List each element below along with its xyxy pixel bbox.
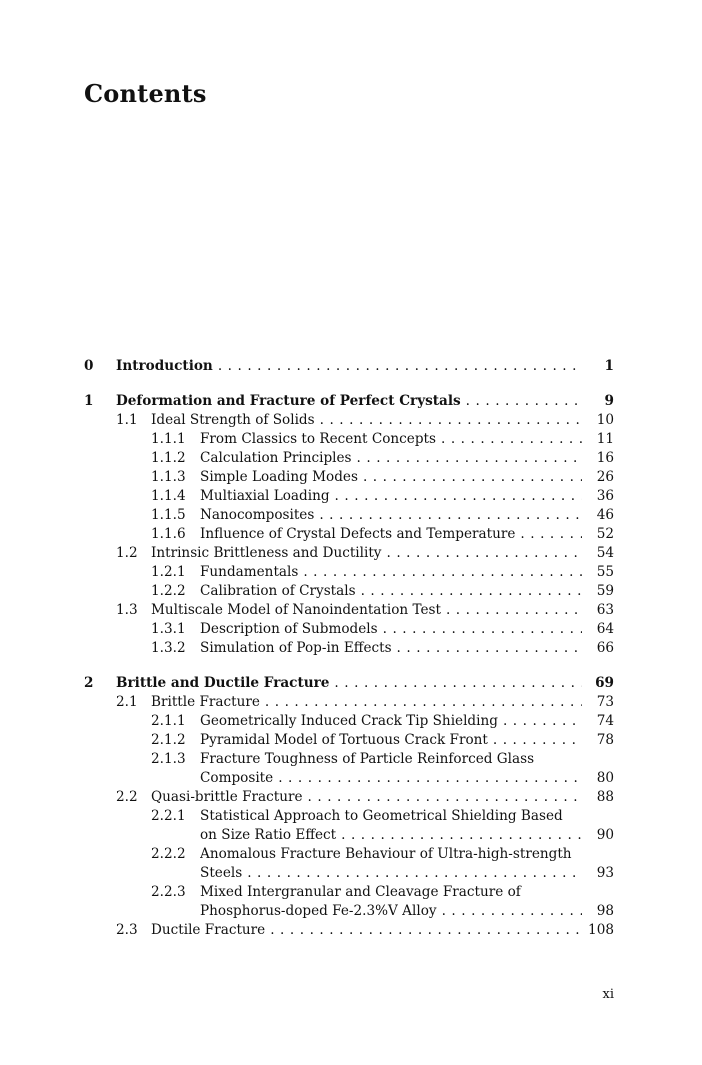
toc-entry-title: Brittle and Ductile Fracture (116, 675, 332, 691)
toc-entry-title: Anomalous Fracture Behaviour of Ultra-high-strength (200, 846, 575, 862)
toc-entry-page: 55 (596, 564, 614, 580)
toc-entry-title: Phosphorus-doped Fe-2.3%V Alloy (200, 903, 440, 919)
toc-entry-title-wrap (200, 750, 582, 769)
toc-entry-subsection (84, 712, 614, 731)
toc-entry-page: 98 (596, 903, 614, 919)
toc-entry-title-wrap (200, 769, 582, 788)
toc-entry-title: Influence of Crystal Defects and Temperature (200, 526, 518, 542)
toc-entry-number: 1 (84, 393, 94, 409)
toc-entry-subsection (84, 525, 614, 544)
toc-entry-page: 64 (596, 621, 614, 637)
toc-entry-title-wrap (200, 525, 582, 544)
toc-entry-section (84, 601, 614, 620)
toc-entry-number: 1.3.2 (151, 640, 186, 656)
toc-entry-page: 90 (596, 827, 614, 843)
toc-entry-subsection (84, 506, 614, 525)
toc-entry-number: 1.1.1 (151, 431, 186, 447)
page-number: xi (602, 987, 614, 1002)
toc-entry-subsection (84, 750, 614, 769)
toc-entry-title: Simple Loading Modes (200, 469, 361, 485)
toc-entry-title-wrap (151, 921, 582, 940)
toc-entry-title: Pyramidal Model of Tortuous Crack Front (200, 732, 491, 748)
toc-entry-title: Introduction (116, 358, 216, 374)
toc-entry-page: 80 (596, 770, 614, 786)
toc-entry-title: Multiscale Model of Nanoindentation Test (151, 602, 444, 618)
toc-entry-subsection (84, 449, 614, 468)
toc-entry-section (84, 544, 614, 563)
toc-entry-cont (84, 769, 614, 788)
toc-entry-number: 1.1 (116, 412, 138, 428)
toc-entry-title-wrap (200, 468, 582, 487)
toc-entry-title-wrap (200, 563, 582, 582)
toc-entry-title-wrap (200, 449, 582, 468)
toc-entry-title: Nanocomposites (200, 507, 317, 523)
toc-entry-subsection (84, 620, 614, 639)
toc-entry-title: Description of Submodels (200, 621, 381, 637)
toc-entry-title: Calculation Principles (200, 450, 355, 466)
toc-entry-number: 1.1.6 (151, 526, 186, 542)
toc-entry-title-wrap (151, 788, 582, 807)
toc-entry-section (84, 693, 614, 712)
toc-entry-title-wrap (151, 693, 582, 712)
toc-entry-page: 93 (596, 865, 614, 881)
toc-entry-number: 2.1.2 (151, 732, 186, 748)
toc-entry-number: 2.2.2 (151, 846, 186, 862)
toc-entry-chapter (84, 357, 614, 376)
toc-entry-number: 1.2.2 (151, 583, 186, 599)
toc-entry-number: 2.1.3 (151, 751, 186, 767)
toc-entry-title: Mixed Intergranular and Cleavage Fracture of (200, 884, 524, 900)
toc-entry-page: 9 (604, 393, 614, 409)
toc-entry-page: 11 (596, 431, 614, 447)
toc-entry-title: Ductile Fracture (151, 922, 268, 938)
toc-entry-cont (84, 902, 614, 921)
toc-entry-number: 1.2.1 (151, 564, 186, 580)
toc-entry-title-wrap (200, 582, 582, 601)
toc-entry-page: 52 (596, 526, 614, 542)
toc-entry-page: 78 (596, 732, 614, 748)
toc-entry-chapter (84, 392, 614, 411)
toc-entry-number: 2.3 (116, 922, 138, 938)
toc-entry-title: Deformation and Fracture of Perfect Crystals (116, 393, 464, 409)
toc-entry-title: Simulation of Pop-in Effects (200, 640, 395, 656)
toc-entry-number: 1.3.1 (151, 621, 186, 637)
toc-entry-number: 2.2 (116, 789, 138, 805)
toc-entry-page: 63 (596, 602, 614, 618)
toc-entry-subsection (84, 731, 614, 750)
toc-entry-page: 69 (595, 675, 614, 691)
toc-entry-title-wrap (200, 807, 582, 826)
toc-entry-title-wrap (200, 712, 582, 731)
toc-entry-number: 2.2.3 (151, 884, 186, 900)
toc-entry-cont (84, 864, 614, 883)
toc-entry-title-wrap (200, 731, 582, 750)
toc-entry-subsection (84, 582, 614, 601)
toc-entry-number: 1.1.2 (151, 450, 186, 466)
toc-entry-title-wrap (151, 411, 582, 430)
toc-entry-subsection (84, 883, 614, 902)
toc-entry-chapter (84, 674, 614, 693)
toc-entry-subsection (84, 487, 614, 506)
toc-entry-page: 54 (596, 545, 614, 561)
toc-entry-subsection (84, 563, 614, 582)
toc-entry-page: 73 (596, 694, 614, 710)
toc-entry-title-wrap (116, 357, 582, 376)
page-title: Contents (84, 79, 207, 108)
toc-entry-title-wrap (151, 601, 582, 620)
toc-entry-page: 108 (588, 922, 614, 938)
toc-entry-title-wrap (200, 430, 582, 449)
toc-entry-title-wrap (200, 620, 582, 639)
toc-entry-title: Statistical Approach to Geometrical Shielding Based (200, 808, 566, 824)
toc-entry-title-wrap (200, 826, 582, 845)
toc-entry-title-wrap (200, 639, 582, 658)
toc-entry-number: 2 (84, 675, 94, 691)
toc-entry-number: 2.1.1 (151, 713, 186, 729)
toc-entry-section (84, 411, 614, 430)
toc-entry-title: Fundamentals (200, 564, 301, 580)
toc-entry-number: 1.1.4 (151, 488, 186, 504)
toc-entry-title: Fracture Toughness of Particle Reinforced Glass (200, 751, 537, 767)
toc-entry-title-wrap (200, 864, 582, 883)
toc-entry-title-wrap (151, 544, 582, 563)
toc-entry-number: 1.1.3 (151, 469, 186, 485)
toc-entry-number: 1.3 (116, 602, 138, 618)
toc-entry-title-wrap (116, 674, 582, 693)
toc-entry-page: 26 (596, 469, 614, 485)
toc-entry-title-wrap (116, 392, 582, 411)
toc-entry-title: Brittle Fracture (151, 694, 263, 710)
toc-entry-title: Ideal Strength of Solids (151, 412, 318, 428)
toc-entry-subsection (84, 639, 614, 658)
toc-entry-subsection (84, 468, 614, 487)
toc-entry-page: 46 (596, 507, 614, 523)
toc-entry-title: Multiaxial Loading (200, 488, 333, 504)
toc-entry-title-wrap (200, 506, 582, 525)
toc-entry-title: Composite (200, 770, 276, 786)
toc-entry-cont (84, 826, 614, 845)
toc-entry-title: on Size Ratio Effect (200, 827, 339, 843)
toc-entry-title: Quasi-brittle Fracture (151, 789, 306, 805)
toc-entry-title-wrap (200, 487, 582, 506)
toc-entry-title: Geometrically Induced Crack Tip Shielding (200, 713, 501, 729)
toc-entry-title: Steels (200, 865, 245, 881)
toc-entry-page: 1 (604, 358, 614, 374)
toc-entry-title: From Classics to Recent Concepts (200, 431, 439, 447)
toc-entry-number: 1.2 (116, 545, 138, 561)
toc-entry-page: 16 (596, 450, 614, 466)
toc-entry-title-wrap (200, 902, 582, 921)
toc-entry-title-wrap (200, 883, 582, 902)
toc-entry-page: 59 (596, 583, 614, 599)
toc-entry-subsection (84, 807, 614, 826)
toc-entry-section (84, 921, 614, 940)
toc-entry-number: 2.2.1 (151, 808, 186, 824)
table-of-contents (84, 357, 614, 940)
toc-entry-title-wrap (200, 845, 582, 864)
toc-entry-number: 0 (84, 358, 94, 374)
toc-entry-number: 1.1.5 (151, 507, 186, 523)
toc-entry-section (84, 788, 614, 807)
toc-entry-page: 74 (596, 713, 614, 729)
toc-entry-page: 36 (596, 488, 614, 504)
toc-entry-page: 66 (596, 640, 614, 656)
toc-entry-title: Calibration of Crystals (200, 583, 359, 599)
toc-entry-number: 2.1 (116, 694, 138, 710)
toc-entry-title: Intrinsic Brittleness and Ductility (151, 545, 384, 561)
toc-entry-page: 10 (596, 412, 614, 428)
toc-entry-page: 88 (596, 789, 614, 805)
toc-entry-subsection (84, 430, 614, 449)
toc-entry-subsection (84, 845, 614, 864)
